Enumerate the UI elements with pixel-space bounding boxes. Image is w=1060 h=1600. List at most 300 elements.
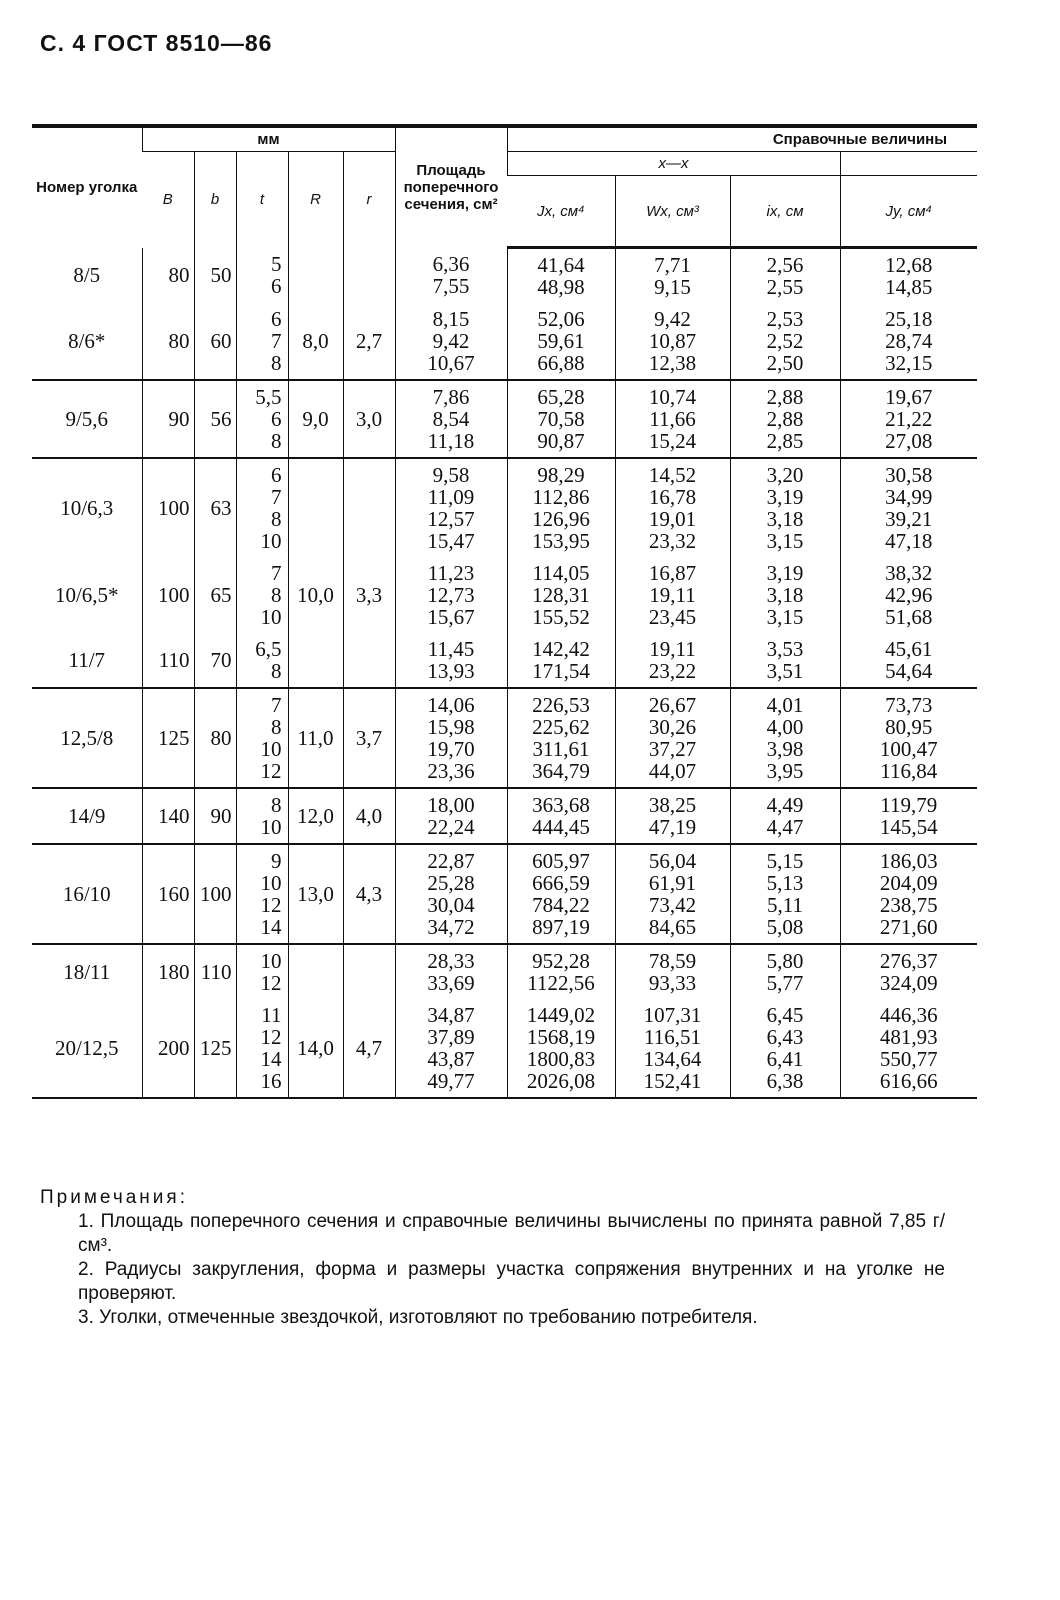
cell-Jy-value: 12,68 xyxy=(885,253,933,277)
table-row xyxy=(32,303,977,380)
cell-Jx-value: 2026,08 xyxy=(526,1069,596,1093)
cell-t-value: 6 xyxy=(271,463,282,487)
cell-Jx xyxy=(507,944,615,999)
cell-number: 12,5/8 xyxy=(32,688,142,788)
cell-Wx-value: 9,15 xyxy=(654,275,691,299)
cell-ix-value: 3,15 xyxy=(766,605,804,629)
cell-t-value: 14 xyxy=(260,915,282,939)
header-t: t xyxy=(236,152,288,248)
cell-Jx-value: 952,28 xyxy=(532,949,590,973)
cell-area xyxy=(395,380,507,458)
cell-B: 180 xyxy=(142,944,194,999)
cell-t-value: 14 xyxy=(260,1047,282,1071)
cell-Jx xyxy=(507,557,615,633)
cell-Jx-value: 605,97 xyxy=(532,849,590,873)
cell-ix-value: 2,50 xyxy=(766,351,804,375)
cell-Jx-value: 90,87 xyxy=(537,429,585,453)
cell-Wx xyxy=(615,557,730,633)
cell-Jy xyxy=(840,303,977,380)
header-ix: ix, см xyxy=(730,176,840,248)
cell-Jy-value: 27,08 xyxy=(885,429,933,453)
cell-ix-value: 3,19 xyxy=(766,485,804,509)
cell-area xyxy=(395,458,507,557)
cell-ix-value: 4,01 xyxy=(766,693,804,717)
cell-Wx-value: 116,51 xyxy=(644,1025,701,1049)
cell-Jx-value: 59,61 xyxy=(537,329,585,353)
cell-Jx xyxy=(507,303,615,380)
cell-Jx-value: 226,53 xyxy=(532,693,590,717)
cell-area-value: 25,28 xyxy=(427,871,475,895)
cell-area-value: 15,98 xyxy=(427,715,475,739)
cell-Wx-value: 9,42 xyxy=(654,307,691,331)
table-row xyxy=(32,380,977,458)
cell-Jy xyxy=(840,633,977,688)
header-r: r xyxy=(343,152,395,248)
cell-Jx-value: 126,96 xyxy=(532,507,590,531)
notes xyxy=(40,1186,945,1330)
cell-Jx-value: 155,52 xyxy=(532,605,590,629)
cell-R: 8,0 xyxy=(288,303,343,380)
cell-t-value: 6 xyxy=(271,274,282,299)
cell-r: 4,7 xyxy=(343,999,395,1098)
cell-t-value: 12 xyxy=(260,971,282,995)
cell-area-value: 11,45 xyxy=(427,637,475,661)
cell-Wx-value: 61,91 xyxy=(648,871,697,895)
table-row xyxy=(32,458,977,557)
cell-t xyxy=(236,788,288,844)
cell-Jy-value: 38,32 xyxy=(885,561,933,585)
cell-area-value: 13,93 xyxy=(427,659,475,683)
cell-Jy-value: 100,47 xyxy=(879,737,938,761)
cell-t xyxy=(236,458,288,557)
cell-area-value: 9,58 xyxy=(432,463,470,487)
table-row xyxy=(32,557,977,633)
cell-area-value: 6,36 xyxy=(432,252,470,277)
cell-b: 70 xyxy=(194,633,236,688)
cell-area-value: 34,87 xyxy=(427,1003,475,1027)
cell-Jx-value: 52,06 xyxy=(537,307,585,331)
cell-area-value: 34,72 xyxy=(427,915,475,939)
cell-B: 125 xyxy=(142,688,194,788)
cell-R xyxy=(288,944,343,999)
cell-b: 63 xyxy=(194,458,236,557)
cell-ix-value: 2,56 xyxy=(766,253,804,277)
cell-Jy xyxy=(840,458,977,557)
header-B: B xyxy=(142,152,194,248)
cell-Wx-value: 10,74 xyxy=(648,385,697,409)
cell-Wx-value: 23,22 xyxy=(648,659,697,683)
cell-t-value: 8 xyxy=(271,583,282,607)
cell-Wx-value: 23,32 xyxy=(648,529,697,553)
cell-ix xyxy=(730,999,840,1098)
cell-Jx-value: 1449,02 xyxy=(526,1003,596,1027)
cell-ix xyxy=(730,688,840,788)
header-mm-group: мм xyxy=(142,126,395,152)
cell-t-value: 12 xyxy=(260,1025,282,1049)
cell-b: 65 xyxy=(194,557,236,633)
table-row xyxy=(32,844,977,944)
cell-ix-value: 3,51 xyxy=(766,659,804,683)
cell-t-value: 7 xyxy=(271,329,282,353)
cell-Jy-value: 204,09 xyxy=(879,871,938,895)
cell-B: 100 xyxy=(142,458,194,557)
cell-t xyxy=(236,303,288,380)
cell-ix xyxy=(730,788,840,844)
header-Jx: Jx, см⁴ xyxy=(507,176,615,248)
cell-ix-value: 4,49 xyxy=(766,793,804,817)
cell-Jx xyxy=(507,380,615,458)
cell-Jy-value: 47,18 xyxy=(885,529,933,553)
cell-R xyxy=(288,633,343,688)
note-1: 1. Площадь поперечного сечения и справочные величины вычислены по принята равной 7,85 г/см³. xyxy=(78,1211,945,1256)
cell-Jx-value: 142,42 xyxy=(532,637,590,661)
cell-area-value: 18,00 xyxy=(427,793,475,817)
cell-Jx xyxy=(507,999,615,1098)
cell-r: 4,0 xyxy=(343,788,395,844)
cell-number: 11/7 xyxy=(32,633,142,688)
cell-area-value: 23,36 xyxy=(427,759,475,783)
cell-Wx xyxy=(615,844,730,944)
cell-b: 60 xyxy=(194,303,236,380)
cell-area-value: 12,57 xyxy=(427,507,475,531)
cell-ix-value: 2,52 xyxy=(766,329,804,353)
cell-Wx-value: 47,19 xyxy=(648,815,697,839)
cell-B: 110 xyxy=(142,633,194,688)
cell-b: 100 xyxy=(194,844,236,944)
cell-ix xyxy=(730,380,840,458)
cell-t-value: 8 xyxy=(271,793,282,817)
header-Wx: Wx, см³ xyxy=(615,176,730,248)
cell-Jy-value: 116,84 xyxy=(880,759,938,783)
cell-area-value: 15,47 xyxy=(427,529,475,553)
cell-Jy-value: 324,09 xyxy=(879,971,938,995)
cell-area xyxy=(395,248,507,304)
cell-ix-value: 3,15 xyxy=(766,529,804,553)
cell-ix-value: 2,53 xyxy=(766,307,804,331)
table-row xyxy=(32,248,977,304)
cell-t-value: 10 xyxy=(260,815,282,839)
cell-Wx-value: 37,27 xyxy=(648,737,697,761)
cell-t-value: 5,5 xyxy=(255,385,282,409)
cell-Jy-value: 14,85 xyxy=(885,275,933,299)
cell-Jy-value: 271,60 xyxy=(879,915,938,939)
cell-r xyxy=(343,944,395,999)
cell-Jx-value: 41,64 xyxy=(537,253,585,277)
cell-Jx xyxy=(507,688,615,788)
cell-Jy-value: 19,67 xyxy=(885,385,933,409)
cell-area-value: 33,69 xyxy=(427,971,475,995)
cell-Wx-value: 56,04 xyxy=(648,849,697,873)
cell-Jy xyxy=(840,380,977,458)
cell-ix-value: 2,55 xyxy=(766,275,804,299)
cell-t xyxy=(236,380,288,458)
cell-area-value: 8,54 xyxy=(432,407,470,431)
cell-B: 140 xyxy=(142,788,194,844)
cell-ix-value: 3,19 xyxy=(766,561,804,585)
cell-Jx xyxy=(507,788,615,844)
cell-ix-value: 6,43 xyxy=(766,1025,804,1049)
cell-Wx-value: 19,11 xyxy=(649,637,696,661)
cell-Wx-value: 152,41 xyxy=(643,1069,702,1093)
cell-Wx-value: 30,26 xyxy=(648,715,697,739)
cell-Wx xyxy=(615,303,730,380)
cell-Jy-value: 276,37 xyxy=(879,949,938,973)
cell-ix-value: 3,98 xyxy=(766,737,804,761)
cell-b: 80 xyxy=(194,688,236,788)
cell-ix-value: 5,80 xyxy=(766,949,804,973)
cell-area xyxy=(395,303,507,380)
cell-ix-value: 2,88 xyxy=(766,407,804,431)
cell-area-value: 14,06 xyxy=(427,693,475,717)
cell-r: 3,0 xyxy=(343,380,395,458)
cell-Jx-value: 114,05 xyxy=(532,561,590,585)
cell-Jx-value: 171,54 xyxy=(532,659,590,683)
cell-Jx-value: 311,61 xyxy=(532,737,590,761)
cell-R xyxy=(288,458,343,557)
cell-ix-value: 5,13 xyxy=(766,871,804,895)
cell-Wx-value: 84,65 xyxy=(648,915,697,939)
cell-area-value: 12,73 xyxy=(427,583,475,607)
note-3: 3. Уголки, отмеченные звездочкой, изготовляют по требованию потребителя. xyxy=(78,1307,758,1328)
note-2: 2. Радиусы закругления, форма и размеры участка сопряжения внутренних и на уголке не проверяют. xyxy=(78,1259,945,1304)
cell-R: 11,0 xyxy=(288,688,343,788)
cell-Wx-value: 38,25 xyxy=(648,793,697,817)
cell-t-value: 6,5 xyxy=(255,637,282,661)
cell-r xyxy=(343,633,395,688)
cell-t-value: 7 xyxy=(271,485,282,509)
cell-Jy-value: 25,18 xyxy=(885,307,933,331)
cell-t-value: 12 xyxy=(260,893,282,917)
cell-ix-value: 5,77 xyxy=(766,971,804,995)
cell-Jy xyxy=(840,688,977,788)
cell-t xyxy=(236,999,288,1098)
header-Jy: Jy, см⁴ xyxy=(840,176,977,248)
header-b: b xyxy=(194,152,236,248)
cell-Jy-value: 21,22 xyxy=(885,407,933,431)
cell-Jx xyxy=(507,248,615,304)
cell-area-value: 11,23 xyxy=(427,561,475,585)
cell-Jx-value: 98,29 xyxy=(537,463,585,487)
cell-Wx-value: 134,64 xyxy=(643,1047,702,1071)
cell-ix-value: 6,41 xyxy=(766,1047,804,1071)
cell-Jy-value: 80,95 xyxy=(885,715,933,739)
cell-t xyxy=(236,633,288,688)
cell-Wx-value: 16,78 xyxy=(648,485,697,509)
cell-Wx xyxy=(615,380,730,458)
cell-ix-value: 4,00 xyxy=(766,715,804,739)
cell-ix-value: 2,88 xyxy=(766,385,804,409)
cell-Jy-value: 73,73 xyxy=(885,693,933,717)
cell-Jx-value: 784,22 xyxy=(532,893,590,917)
cell-Wx-value: 19,11 xyxy=(649,583,696,607)
cell-area-value: 7,86 xyxy=(432,385,470,409)
cell-number: 16/10 xyxy=(32,844,142,944)
cell-Jy-value: 45,61 xyxy=(885,637,933,661)
cell-Jy-value: 39,21 xyxy=(885,507,933,531)
cell-t xyxy=(236,688,288,788)
cell-t-value: 7 xyxy=(271,693,282,717)
cell-area-value: 37,89 xyxy=(427,1025,475,1049)
cell-ix-value: 4,47 xyxy=(766,815,804,839)
cell-t-value: 8 xyxy=(271,507,282,531)
cell-r: 4,3 xyxy=(343,844,395,944)
cell-Wx-value: 23,45 xyxy=(648,605,697,629)
cell-Jy-value: 32,15 xyxy=(885,351,933,375)
cell-area-value: 10,67 xyxy=(427,351,475,375)
cell-Jx-value: 112,86 xyxy=(532,485,590,509)
table-row xyxy=(32,688,977,788)
cell-Jy-value: 238,75 xyxy=(879,893,938,917)
cell-Jx-value: 128,31 xyxy=(532,583,590,607)
cell-t-value: 9 xyxy=(271,849,282,873)
cell-Wx-value: 78,59 xyxy=(648,949,697,973)
cell-Jx-value: 666,59 xyxy=(532,871,590,895)
cell-Jx-value: 1122,56 xyxy=(527,971,595,995)
header-R: R xyxy=(288,152,343,248)
cell-b: 90 xyxy=(194,788,236,844)
cell-Jx-value: 363,68 xyxy=(532,793,590,817)
cell-area-value: 22,87 xyxy=(427,849,475,873)
cell-number: 18/11 xyxy=(63,960,111,984)
table-row xyxy=(32,633,977,688)
cell-t-value: 6 xyxy=(271,307,282,331)
cell-Jy xyxy=(840,248,977,304)
cell-t xyxy=(236,248,288,304)
cell-Wx xyxy=(615,248,730,304)
cell-area-value: 11,18 xyxy=(427,429,475,453)
notes-title: Примечания: xyxy=(40,1187,188,1208)
cell-ix-value: 6,38 xyxy=(766,1069,804,1093)
cell-Jx-value: 225,62 xyxy=(532,715,590,739)
table-row xyxy=(32,999,977,1098)
cell-t-value: 10 xyxy=(260,871,282,895)
cell-ix-value: 3,53 xyxy=(766,637,804,661)
cell-number: 9/5,6 xyxy=(32,380,142,458)
cell-ix-value: 6,45 xyxy=(766,1003,804,1027)
cell-Wx-value: 16,87 xyxy=(648,561,697,585)
cell-number: 8/5 xyxy=(73,263,101,288)
cell-Wx xyxy=(615,458,730,557)
cell-R xyxy=(288,248,343,304)
cell-ix xyxy=(730,557,840,633)
cell-t-value: 16 xyxy=(260,1069,282,1093)
cell-Jy-value: 550,77 xyxy=(879,1047,938,1071)
cell-Jx xyxy=(507,633,615,688)
cell-area xyxy=(395,844,507,944)
cell-area-value: 28,33 xyxy=(427,949,475,973)
cell-number: 14/9 xyxy=(32,788,142,844)
cell-Wx-value: 12,38 xyxy=(648,351,697,375)
cell-area xyxy=(395,557,507,633)
cell-area-value: 43,87 xyxy=(427,1047,475,1071)
cell-t-value: 5 xyxy=(271,252,282,277)
cell-area-value: 7,55 xyxy=(432,274,470,299)
cell-B: 90 xyxy=(142,380,194,458)
cell-Jx-value: 364,79 xyxy=(532,759,590,783)
cell-Jx-value: 70,58 xyxy=(537,407,585,431)
cell-ix-value: 3,18 xyxy=(766,583,804,607)
cell-Jy-value: 51,68 xyxy=(885,605,933,629)
cell-Wx-value: 107,31 xyxy=(643,1003,702,1027)
cell-R: 9,0 xyxy=(288,380,343,458)
cell-R: 14,0 xyxy=(288,999,343,1098)
cell-r: 3,3 xyxy=(343,557,395,633)
cell-area xyxy=(395,688,507,788)
cell-Jy-value: 119,79 xyxy=(880,793,938,817)
cell-number: 10/6,5* xyxy=(54,583,119,607)
cell-Wx-value: 93,33 xyxy=(648,971,697,995)
table-body xyxy=(32,248,977,1099)
cell-B: 80 xyxy=(142,303,194,380)
cell-Wx-value: 19,01 xyxy=(648,507,697,531)
cell-area xyxy=(395,633,507,688)
cell-B: 160 xyxy=(142,844,194,944)
cell-area-value: 49,77 xyxy=(427,1069,475,1093)
cell-t-value: 11 xyxy=(261,1003,282,1027)
cell-Jx xyxy=(507,458,615,557)
cell-t-value: 7 xyxy=(271,561,282,585)
cell-B: 100 xyxy=(142,557,194,633)
cell-t-value: 8 xyxy=(271,659,282,683)
cell-number: 20/12,5 xyxy=(32,999,142,1098)
cell-b: 110 xyxy=(194,944,236,999)
cell-Jy-value: 616,66 xyxy=(879,1069,938,1093)
cell-Jx-value: 66,88 xyxy=(537,351,585,375)
cell-t-value: 8 xyxy=(271,715,282,739)
cell-Wx xyxy=(615,633,730,688)
cell-ix-value: 5,08 xyxy=(766,915,804,939)
cell-Jy-value: 34,99 xyxy=(885,485,933,509)
cell-Wx-value: 73,42 xyxy=(648,893,697,917)
cell-B: 80 xyxy=(142,248,194,304)
page-header: С. 4 ГОСТ 8510—86 xyxy=(40,30,273,56)
cell-Jx xyxy=(507,844,615,944)
cell-Jx-value: 897,19 xyxy=(532,915,590,939)
cell-ix xyxy=(730,248,840,304)
cell-Wx xyxy=(615,788,730,844)
cell-t-value: 8 xyxy=(271,351,282,375)
cell-Wx-value: 26,67 xyxy=(648,693,697,717)
header-area: Площадь поперечного сечения, см² xyxy=(395,126,507,248)
table-row xyxy=(32,788,977,844)
cell-ix xyxy=(730,844,840,944)
cell-Jy-value: 28,74 xyxy=(885,329,933,353)
cell-Jx-value: 153,95 xyxy=(532,529,590,553)
cell-r: 2,7 xyxy=(343,303,395,380)
cell-Jy-value: 30,58 xyxy=(885,463,933,487)
cell-number: 8/6* xyxy=(32,303,142,380)
angle-dimensions-table xyxy=(32,124,977,1099)
cell-Wx-value: 14,52 xyxy=(648,463,697,487)
cell-b: 50 xyxy=(194,248,236,304)
cell-ix-value: 3,20 xyxy=(766,463,804,487)
cell-Jx-value: 1800,83 xyxy=(526,1047,596,1071)
cell-R: 10,0 xyxy=(288,557,343,633)
cell-number: 10/6,3 xyxy=(60,496,114,520)
cell-area-value: 22,24 xyxy=(427,815,475,839)
cell-ix-value: 2,85 xyxy=(766,429,804,453)
header-xx-group: x—x xyxy=(507,152,840,176)
cell-Jx-value: 444,45 xyxy=(532,815,590,839)
cell-t-value: 8 xyxy=(271,429,282,453)
cell-t xyxy=(236,944,288,999)
header-reference-group: Справочные величины xyxy=(507,126,977,152)
cell-Wx-value: 44,07 xyxy=(648,759,697,783)
cell-ix-value: 5,11 xyxy=(767,893,803,917)
cell-t-value: 10 xyxy=(260,605,282,629)
cell-Jy-value: 42,96 xyxy=(885,583,933,607)
cell-area-value: 19,70 xyxy=(427,737,475,761)
